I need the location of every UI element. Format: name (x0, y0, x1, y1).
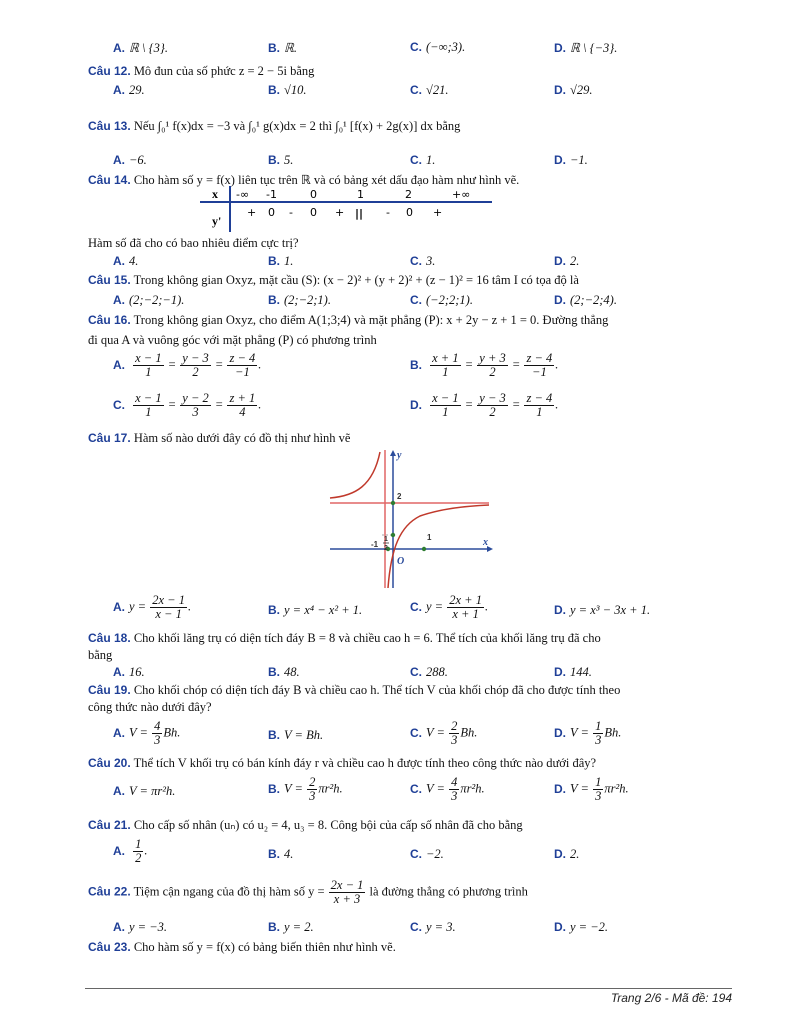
q12-stem: Câu 12. Mô đun của số phức z = 2 − 5i bằng (88, 64, 315, 78)
sign-1: 0 (268, 206, 275, 219)
sign-table-y-label: y' (212, 214, 222, 228)
point-y-intercept (391, 533, 395, 537)
q15-option-b: B. (2;−2;1). (268, 293, 331, 307)
q19-option-d: D. V = $\frac{1}{3}$ Bh. (554, 719, 622, 748)
q13-option-d: D. −1. (554, 153, 588, 167)
q12-option-c: C. √21. (410, 83, 449, 97)
q18-option-d: D. 144. (554, 665, 592, 679)
q22-option-a: A. y = −3. (113, 920, 168, 934)
origin-label: O (397, 556, 405, 567)
q20-option-a: A. V = πr²h. (113, 784, 176, 798)
q22-stem: Câu 22. Tiệm cận ngang của đồ thị hàm số y = $\frac{2x - 1}{x + 3}$ là đường thẳng có phương trình (88, 878, 528, 907)
q12-option-d: D. √29. (554, 83, 593, 97)
q19-option-b: B. V = Bh. (268, 728, 324, 742)
q11-option-c: C. (−∞;3). (410, 40, 466, 54)
sign-7: 0 (406, 206, 413, 219)
q21-option-d: D. 2. (554, 847, 580, 861)
q23-stem: Câu 23. Cho hàm số y = f(x) có bảng biến thiên như hình vẽ. (88, 940, 396, 954)
sign-6: - (386, 206, 390, 219)
sign-3: 0 (310, 206, 317, 219)
q15-option-d: D. (2;−2;4). (554, 293, 617, 307)
q20-option-b: B. V = $\frac{2}{3}$ πr²h. (268, 775, 343, 804)
q17-option-b: B. y = x⁴ − x² + 1. (268, 603, 363, 617)
q13-stem: Câu 13. Nếu ∫₀¹ f(x)dx = −3 và ∫₀¹ g(x)dx = 2 thì ∫₀¹ [f(x) + 2g(x)] dx bằng (88, 119, 461, 133)
q18-option-b: B. 48. (268, 665, 300, 679)
sign-table-x-5: +∞ (452, 188, 471, 201)
q18-option-c: C. 288. (410, 665, 448, 679)
q17-option-d: D. y = x³ − 3x + 1. (554, 603, 651, 617)
sign-0: + (247, 206, 257, 219)
q11-option-d: D. ℝ \ {−3}. (554, 41, 618, 55)
q11-option-a: A. ℝ \ {3}. (113, 41, 168, 55)
sign-table-x-0: -∞ (236, 188, 250, 201)
curve-right-branch (388, 505, 489, 588)
q14-option-c: C. 3. (410, 254, 436, 268)
sign-table-x-2: 0 (310, 188, 317, 201)
q15-stem: Câu 15. Trong không gian Oxyz, mặt cầu (S): (x − 2)² + (y + 2)² + (z − 1)² = 16 tâm I có tọa độ là (88, 273, 579, 287)
q22-option-b: B. y = 2. (268, 920, 314, 934)
page-footer: Trang 2/6 - Mã đề: 194 (610, 991, 732, 1005)
q16-option-a: A. $\frac{x - 1}{1}$ = $\frac{y - 3}{2}$ = $\frac{z - 4}{-1}$ . (113, 351, 262, 380)
q17-option-a: A. y = $\frac{2x - 1}{x - 1}$ . (113, 593, 192, 622)
q16-option-d: D. $\frac{x - 1}{1}$ = $\frac{y - 3}{2}$ = $\frac{z - 4}{1}$ . (410, 391, 559, 420)
q13-option-b: B. 5. (268, 153, 294, 167)
q18-stem-line1: Câu 18. Cho khối lăng trụ có diện tích đáy B = 8 và chiều cao h = 6. Thể tích của khối lăng trụ đã cho (88, 631, 601, 645)
q17-option-c: C. y = $\frac{2x + 1}{x + 1}$ . (410, 593, 489, 622)
q14-question: Hàm số đã cho có bao nhiêu điểm cực trị? (88, 236, 299, 250)
q11-option-b: B. ℝ. (268, 41, 298, 55)
q15-option-a: A. (2;−2;−1). (113, 293, 185, 307)
y-axis-arrow (390, 450, 396, 456)
q19-stem-line1: Câu 19. Cho khối chóp có diện tích đáy B và chiều cao h. Thể tích V của khối chóp đã cho được tính theo (88, 683, 621, 697)
sign-4: + (335, 206, 345, 219)
sign-5: || (355, 207, 364, 220)
curve-left-branch (330, 452, 380, 498)
q12-option-b: B. √10. (268, 83, 307, 97)
q21-option-a: A. $\frac{1}{2}$ . (113, 837, 148, 866)
q20-option-d: D. V = $\frac{1}{3}$ πr²h. (554, 775, 629, 804)
q14-option-a: A. 4. (113, 254, 139, 268)
q16-option-c: C. $\frac{x - 1}{1}$ = $\frac{y - 2}{3}$ = $\frac{z + 1}{4}$ . (113, 391, 262, 420)
q13-option-a: A. −6. (113, 153, 147, 167)
q16-option-b: B. $\frac{x + 1}{1}$ = $\frac{y + 3}{2}$ = $\frac{z - 4}{-1}$ . (410, 351, 559, 380)
sign-table-x-1: -1 (266, 188, 277, 201)
q18-option-a: A. 16. (113, 665, 145, 679)
sign-8: + (433, 206, 443, 219)
q22-option-c: C. y = 3. (410, 920, 456, 934)
q20-stem: Câu 20. Thể tích V khối trụ có bán kính đáy r và chiều cao h được tính theo công thức nào dưới đây? (88, 756, 597, 770)
q14-option-d: D. 2. (554, 254, 580, 268)
point-on-x-axis (422, 547, 426, 551)
point-y-2 (391, 501, 395, 505)
q17-stem: Câu 17. Hàm số nào dưới đây có đồ thị như hình vẽ (88, 431, 351, 445)
q21-stem: Câu 21. Cho cấp số nhân (uₙ) có u₂ = 4, u₃ = 8. Công bội của cấp số nhân đã cho bằng (88, 818, 523, 832)
tick-2-label: 2 (397, 492, 402, 501)
q13-option-c: C. 1. (410, 153, 436, 167)
sign-2: - (289, 206, 293, 219)
q19-option-a: A. V = $\frac{4}{3}$ Bh. (113, 719, 181, 748)
q20-option-c: C. V = $\frac{4}{3}$ πr²h. (410, 775, 485, 804)
sign-table-x-4: 2 (405, 188, 412, 201)
q14-option-b: B. 1. (268, 254, 294, 268)
q15-option-c: C. (−2;2;1). (410, 293, 473, 307)
q18-stem-line2: bằng (88, 648, 113, 662)
q21-option-b: B. 4. (268, 847, 294, 861)
q16-stem-line1: Câu 16. Trong không gian Oxyz, cho điểm A(1;3;4) và mặt phẳng (P): x + 2y − z + 1 = 0. Đường thẳng (88, 313, 609, 327)
sign-table (200, 186, 492, 232)
q22-option-d: D. y = −2. (554, 920, 609, 934)
q12-option-a: A. 29. (113, 83, 145, 97)
tick-half-den: 2 (384, 545, 388, 552)
footer-divider (85, 988, 732, 989)
q16-stem-line2: đi qua A và vuông góc với mặt phẳng (P) có phương trình (88, 333, 377, 347)
tick-1-label: 1 (427, 533, 432, 542)
q19-option-c: C. V = $\frac{2}{3}$ Bh. (410, 719, 478, 748)
q14-stem: Câu 14. Cho hàm số y = f(x) liên tục trên ℝ và có bảng xét dấu đạo hàm như hình vẽ. (88, 173, 520, 187)
tick-neg1-label: -1 (371, 540, 379, 549)
y-axis-label: y (397, 450, 402, 461)
hyperbola-graph (325, 448, 493, 590)
q21-option-c: C. −2. (410, 847, 444, 861)
x-axis-label: x (483, 537, 488, 548)
tick-half-num: 1 (384, 536, 388, 543)
q19-stem-line2: công thức nào dưới đây? (88, 700, 212, 714)
sign-table-x-label: x (212, 187, 218, 201)
sign-table-x-3: 1 (357, 188, 364, 201)
